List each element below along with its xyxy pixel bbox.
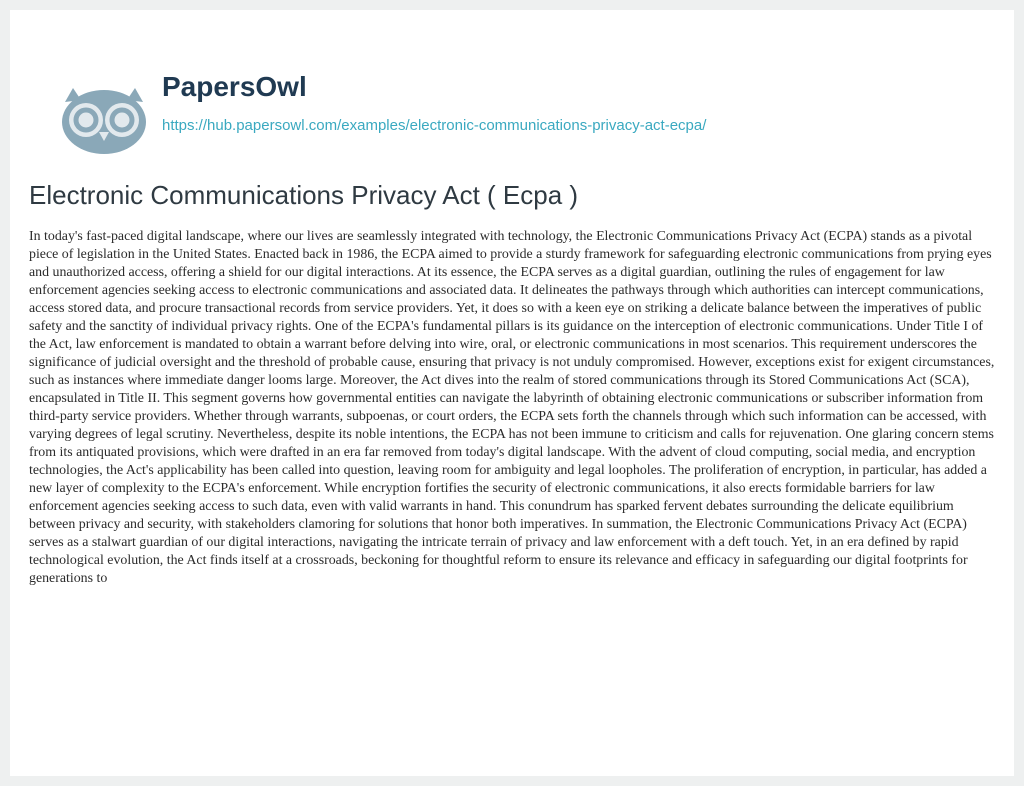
source-url-link[interactable]: https://hub.papersowl.com/examples/electronic-communications-privacy-act-ecpa/ — [162, 117, 707, 134]
essay-title: Electronic Communications Privacy Act ( Ecpa ) — [29, 180, 579, 210]
brand-name: PapersOwl — [162, 71, 307, 102]
document-page — [10, 10, 1014, 776]
essay-body: In today's fast-paced digital landscape, where our lives are seamlessly integrated with technology, the Electronic Communications Privacy Act (ECPA) stands as a pivotal piece of legislation in the United States. Enacted back in 1986, the ECPA aimed to provide a sturdy framework for safeguarding electronic communications from prying eyes and unauthorized access, offering a shield for our digital interactions. At its essence, the ECPA serves as a digital guardian, outlining the rules of engagement for law enforcement agencies seeking access to electronic communications and associated data. It delineates the pathways through which authorities can intercept communications, access stored data, and procure transactional records from service providers. Yet, it does so with a keen eye on striking a delicate balance between the imperatives of public safety and the sanctity of individual privacy rights. One of the ECPA's fundamental pillars is its guidance on the interception of electronic communications. Under Title I of the Act, law enforcement is mandated to obtain a warrant before delving into wire, oral, or electronic communications in most scenarios. This requirement underscores the significance of judicial oversight and the threshold of probable cause, ensuring that privacy is not unduly compromised. However, exceptions exist for exigent circumstances, such as instances where immediate danger looms large. Moreover, the Act dives into the realm of stored communications through its Stored Communications Act (SCA), encapsulated in Title II. This segment governs how governmental entities can navigate the labyrinth of obtaining electronic communications or subscriber information from third-party service providers. Whether through warrants, subpoenas, or court orders, the ECPA sets forth the channels through which such information can be accessed, with varying degrees of legal scrutiny. Nevertheless, despite its noble intentions, the ECPA has not been immune to criticism and calls for rejuvenation. One glaring concern stems from its antiquated provisions, which were drafted in an era far removed from today's digital landscape. With the advent of cloud computing, social media, and encryption technologies, the Act's applicability has been called into question, leaving room for ambiguity and legal loopholes. The proliferation of encryption, in particular, has added a new layer of complexity to the ECPA's enforcement. While encryption fortifies the security of electronic communications, it also erects formidable barriers for law enforcement agencies seeking access to such data, even with valid warrants in hand. This conundrum has sparked fervent debates surrounding the delicate equilibrium between privacy and security, with stakeholders clamoring for solutions that honor both imperatives. In summation, the Electronic Communications Privacy Act (ECPA) serves as a stalwart guardian of our digital interactions, navigating the intricate terrain of privacy and law enforcement with a deft touch. Yet, in an era defined by rapid technological evolution, the Act finds itself at a crossroads, beckoning for thoughtful reform to ensure its relevance and efficacy in safeguarding our digital footprints for generations to — [29, 229, 995, 586]
owl-icon — [59, 78, 149, 156]
